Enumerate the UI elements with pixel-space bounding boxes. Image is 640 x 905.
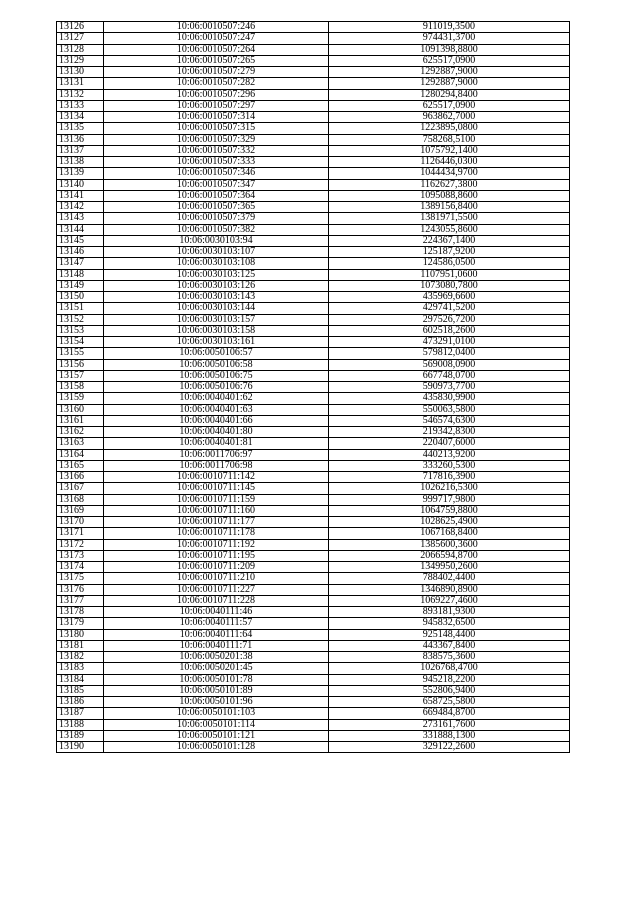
cadastral-value-cell: 590973,7700 <box>329 382 570 393</box>
cadastral-value-cell: 224367,1400 <box>329 235 570 246</box>
row-number-cell: 13165 <box>57 460 104 471</box>
table-row <box>57 247 570 258</box>
cadastral-value-cell: 1069227,4600 <box>329 595 570 606</box>
cadastral-value-cell: 273161,7600 <box>329 719 570 730</box>
row-number-cell: 13173 <box>57 550 104 561</box>
row-number-cell: 13176 <box>57 584 104 595</box>
cadastral-value-cell: 945832,6500 <box>329 618 570 629</box>
table-row <box>57 213 570 224</box>
table-row <box>57 640 570 651</box>
table-row <box>57 55 570 66</box>
table-row <box>57 235 570 246</box>
cadastral-number-cell: 10:06:0030103:125 <box>104 269 329 280</box>
table-row <box>57 168 570 179</box>
row-number-cell: 13148 <box>57 269 104 280</box>
row-number-cell: 13159 <box>57 393 104 404</box>
cadastral-number-cell: 10:06:0030103:161 <box>104 337 329 348</box>
table-row <box>57 674 570 685</box>
row-number-cell: 13151 <box>57 303 104 314</box>
cadastral-value-cell: 579812,0400 <box>329 348 570 359</box>
cadastral-value-cell: 1044434,9700 <box>329 168 570 179</box>
cadastral-number-cell: 10:06:0050106:76 <box>104 382 329 393</box>
cadastral-value-cell: 2066594,8700 <box>329 550 570 561</box>
cadastral-number-cell: 10:06:0010711:177 <box>104 517 329 528</box>
cadastral-value-cell: 1075792,1400 <box>329 145 570 156</box>
cadastral-value-cell: 443367,8400 <box>329 640 570 651</box>
table-row <box>57 179 570 190</box>
row-number-cell: 13149 <box>57 280 104 291</box>
cadastral-value-cell: 331888,1300 <box>329 730 570 741</box>
cadastral-value-cell: 1095088,8600 <box>329 190 570 201</box>
row-number-cell: 13186 <box>57 697 104 708</box>
cadastral-number-cell: 10:06:0010507:346 <box>104 168 329 179</box>
row-number-cell: 13166 <box>57 472 104 483</box>
cadastral-number-cell: 10:06:0010507:382 <box>104 224 329 235</box>
cadastral-number-cell: 10:06:0010507:365 <box>104 202 329 213</box>
cadastral-number-cell: 10:06:0050101:103 <box>104 708 329 719</box>
cadastral-value-cell: 1026768,4700 <box>329 663 570 674</box>
cadastral-value-cell: 925148,4400 <box>329 629 570 640</box>
row-number-cell: 13169 <box>57 505 104 516</box>
cadastral-number-cell: 10:06:0050101:114 <box>104 719 329 730</box>
cadastral-value-cell: 1349950,2600 <box>329 562 570 573</box>
row-number-cell: 13161 <box>57 415 104 426</box>
cadastral-value-cell: 717816,3900 <box>329 472 570 483</box>
row-number-cell: 13153 <box>57 325 104 336</box>
cadastral-number-cell: 10:06:0030103:157 <box>104 314 329 325</box>
table-row <box>57 618 570 629</box>
row-number-cell: 13134 <box>57 112 104 123</box>
row-number-cell: 13140 <box>57 179 104 190</box>
table-row <box>57 719 570 730</box>
row-number-cell: 13183 <box>57 663 104 674</box>
cadastral-value-cell: 1126446,0300 <box>329 157 570 168</box>
cadastral-value-cell: 124586,0500 <box>329 258 570 269</box>
cadastral-value-cell: 1107951,0600 <box>329 269 570 280</box>
table-row <box>57 314 570 325</box>
cadastral-value-cell: 945218,2200 <box>329 674 570 685</box>
table-row <box>57 190 570 201</box>
row-number-cell: 13170 <box>57 517 104 528</box>
row-number-cell: 13132 <box>57 89 104 100</box>
cadastral-value-cell: 911019,3500 <box>329 22 570 33</box>
table-row <box>57 382 570 393</box>
row-number-cell: 13133 <box>57 100 104 111</box>
cadastral-number-cell: 10:06:0010507:332 <box>104 145 329 156</box>
table-row <box>57 393 570 404</box>
row-number-cell: 13164 <box>57 449 104 460</box>
row-number-cell: 13144 <box>57 224 104 235</box>
table-row <box>57 44 570 55</box>
table-row <box>57 528 570 539</box>
cadastral-number-cell: 10:06:0050201:38 <box>104 652 329 663</box>
row-number-cell: 13167 <box>57 483 104 494</box>
cadastral-number-cell: 10:06:0010507:364 <box>104 190 329 201</box>
cadastral-number-cell: 10:06:0010711:142 <box>104 472 329 483</box>
cadastral-number-cell: 10:06:0010711:210 <box>104 573 329 584</box>
row-number-cell: 13146 <box>57 247 104 258</box>
cadastral-value-cell: 220407,6000 <box>329 438 570 449</box>
table-row <box>57 607 570 618</box>
table-row <box>57 550 570 561</box>
cadastral-value-cell: 658725,5800 <box>329 697 570 708</box>
cadastral-number-cell: 10:06:0010711:192 <box>104 539 329 550</box>
row-number-cell: 13137 <box>57 145 104 156</box>
cadastral-number-cell: 10:06:0050106:75 <box>104 370 329 381</box>
row-number-cell: 13163 <box>57 438 104 449</box>
row-number-cell: 13143 <box>57 213 104 224</box>
table-row <box>57 427 570 438</box>
table-row <box>57 100 570 111</box>
row-number-cell: 13190 <box>57 742 104 753</box>
cadastral-number-cell: 10:06:0040401:63 <box>104 404 329 415</box>
cadastral-number-cell: 10:06:0030103:94 <box>104 235 329 246</box>
table-row <box>57 337 570 348</box>
cadastral-number-cell: 10:06:0040111:46 <box>104 607 329 618</box>
cadastral-number-cell: 10:06:0040401:62 <box>104 393 329 404</box>
cadastral-value-cell: 1162627,3800 <box>329 179 570 190</box>
cadastral-number-cell: 10:06:0010507:379 <box>104 213 329 224</box>
cadastral-value-cell: 1073080,7800 <box>329 280 570 291</box>
cadastral-value-cell: 569008,0900 <box>329 359 570 370</box>
row-number-cell: 13172 <box>57 539 104 550</box>
cadastral-value-cell: 963862,7000 <box>329 112 570 123</box>
cadastral-number-cell: 10:06:0010507:329 <box>104 134 329 145</box>
table-row <box>57 584 570 595</box>
table-row <box>57 483 570 494</box>
row-number-cell: 13131 <box>57 78 104 89</box>
cadastral-value-cell: 974431,3700 <box>329 33 570 44</box>
cadastral-number-cell: 10:06:0010507:279 <box>104 67 329 78</box>
table-row <box>57 145 570 156</box>
cadastral-value-cell: 329122,2600 <box>329 742 570 753</box>
cadastral-number-cell: 10:06:0010507:333 <box>104 157 329 168</box>
row-number-cell: 13139 <box>57 168 104 179</box>
row-number-cell: 13155 <box>57 348 104 359</box>
cadastral-number-cell: 10:06:0010711:209 <box>104 562 329 573</box>
row-number-cell: 13162 <box>57 427 104 438</box>
row-number-cell: 13180 <box>57 629 104 640</box>
row-number-cell: 13156 <box>57 359 104 370</box>
cadastral-number-cell: 10:06:0030103:107 <box>104 247 329 258</box>
cadastral-number-cell: 10:06:0010711:178 <box>104 528 329 539</box>
table-row <box>57 112 570 123</box>
table-row <box>57 67 570 78</box>
table-row <box>57 505 570 516</box>
cadastral-value-cell: 473291,0100 <box>329 337 570 348</box>
table-row <box>57 742 570 753</box>
row-number-cell: 13147 <box>57 258 104 269</box>
row-number-cell: 13152 <box>57 314 104 325</box>
cadastral-number-cell: 10:06:0010711:159 <box>104 494 329 505</box>
cadastral-number-cell: 10:06:0050101:96 <box>104 697 329 708</box>
cadastral-value-cell: 333260,5300 <box>329 460 570 471</box>
cadastral-value-cell: 1067168,8400 <box>329 528 570 539</box>
cadastral-number-cell: 10:06:0030103:158 <box>104 325 329 336</box>
cadastral-value-cell: 1028625,4900 <box>329 517 570 528</box>
table-row <box>57 33 570 44</box>
row-number-cell: 13154 <box>57 337 104 348</box>
cadastral-number-cell: 10:06:0050101:128 <box>104 742 329 753</box>
cadastral-number-cell: 10:06:0030103:108 <box>104 258 329 269</box>
table-row <box>57 652 570 663</box>
cadastral-number-cell: 10:06:0040401:81 <box>104 438 329 449</box>
table-row <box>57 370 570 381</box>
table-row <box>57 472 570 483</box>
cadastral-number-cell: 10:06:0010507:347 <box>104 179 329 190</box>
cadastral-number-cell: 10:06:0011706:98 <box>104 460 329 471</box>
cadastral-value-cell: 1243055,8600 <box>329 224 570 235</box>
table-row <box>57 708 570 719</box>
cadastral-value-cell: 669484,8700 <box>329 708 570 719</box>
row-number-cell: 13188 <box>57 719 104 730</box>
table-row <box>57 460 570 471</box>
cadastral-number-cell: 10:06:0030103:126 <box>104 280 329 291</box>
row-number-cell: 13185 <box>57 685 104 696</box>
table-row <box>57 157 570 168</box>
row-number-cell: 13177 <box>57 595 104 606</box>
row-number-cell: 13130 <box>57 67 104 78</box>
cadastral-value-cell: 1346890,8900 <box>329 584 570 595</box>
cadastral-number-cell: 10:06:0050201:45 <box>104 663 329 674</box>
cadastral-number-cell: 10:06:0010711:227 <box>104 584 329 595</box>
table-row <box>57 415 570 426</box>
cadastral-value-cell: 435830,9900 <box>329 393 570 404</box>
table-row <box>57 359 570 370</box>
table-row <box>57 730 570 741</box>
row-number-cell: 13182 <box>57 652 104 663</box>
cadastral-number-cell: 10:06:0010711:145 <box>104 483 329 494</box>
cadastral-value-cell: 838575,3600 <box>329 652 570 663</box>
cadastral-number-cell: 10:06:0010507:315 <box>104 123 329 134</box>
cadastral-number-cell: 10:06:0010507:296 <box>104 89 329 100</box>
cadastral-value-cell: 1091398,8800 <box>329 44 570 55</box>
cadastral-value-cell: 1280294,8400 <box>329 89 570 100</box>
row-number-cell: 13135 <box>57 123 104 134</box>
table-row <box>57 348 570 359</box>
cadastral-number-cell: 10:06:0040111:57 <box>104 618 329 629</box>
cadastral-value-cell: 999717,9800 <box>329 494 570 505</box>
cadastral-value-cell: 1064759,8800 <box>329 505 570 516</box>
table-row <box>57 258 570 269</box>
cadastral-number-cell: 10:06:0050106:57 <box>104 348 329 359</box>
row-number-cell: 13160 <box>57 404 104 415</box>
table-row <box>57 438 570 449</box>
row-number-cell: 13126 <box>57 22 104 33</box>
table-row <box>57 517 570 528</box>
cadastral-value-cell: 429741,5200 <box>329 303 570 314</box>
table-row <box>57 697 570 708</box>
cadastral-number-cell: 10:06:0010507:265 <box>104 55 329 66</box>
table-row <box>57 292 570 303</box>
row-number-cell: 13184 <box>57 674 104 685</box>
table-row <box>57 325 570 336</box>
cadastral-value-cell: 625517,0900 <box>329 100 570 111</box>
cadastral-value-cell: 758268,5100 <box>329 134 570 145</box>
cadastral-value-cell: 625517,0900 <box>329 55 570 66</box>
cadastral-number-cell: 10:06:0010711:228 <box>104 595 329 606</box>
row-number-cell: 13127 <box>57 33 104 44</box>
table-row <box>57 573 570 584</box>
row-number-cell: 13178 <box>57 607 104 618</box>
table-row <box>57 280 570 291</box>
cadastral-value-cell: 1389156,8400 <box>329 202 570 213</box>
cadastral-number-cell: 10:06:0050101:78 <box>104 674 329 685</box>
table-row <box>57 123 570 134</box>
cadastral-value-cell: 125187,9200 <box>329 247 570 258</box>
cadastral-number-cell: 10:06:0011706:97 <box>104 449 329 460</box>
cadastral-value-cell: 1385600,3600 <box>329 539 570 550</box>
row-number-cell: 13150 <box>57 292 104 303</box>
cadastral-value-cell: 219342,8300 <box>329 427 570 438</box>
row-number-cell: 13168 <box>57 494 104 505</box>
cadastral-number-cell: 10:06:0010507:264 <box>104 44 329 55</box>
table-row <box>57 539 570 550</box>
cadastral-value-cell: 1223895,0800 <box>329 123 570 134</box>
cadastral-number-cell: 10:06:0050101:89 <box>104 685 329 696</box>
row-number-cell: 13157 <box>57 370 104 381</box>
row-number-cell: 13174 <box>57 562 104 573</box>
cadastral-value-cell: 552806,9400 <box>329 685 570 696</box>
table-row <box>57 224 570 235</box>
cadastral-value-cell: 1026216,5300 <box>329 483 570 494</box>
table-row <box>57 629 570 640</box>
row-number-cell: 13142 <box>57 202 104 213</box>
table-row <box>57 202 570 213</box>
cadastral-value-cell: 297526,7200 <box>329 314 570 325</box>
cadastral-value-cell: 1381971,5500 <box>329 213 570 224</box>
table-row <box>57 89 570 100</box>
cadastral-value-cell: 440213,9200 <box>329 449 570 460</box>
row-number-cell: 13179 <box>57 618 104 629</box>
cadastral-value-cell: 546574,6300 <box>329 415 570 426</box>
row-number-cell: 13141 <box>57 190 104 201</box>
cadastral-number-cell: 10:06:0040111:71 <box>104 640 329 651</box>
table-row <box>57 663 570 674</box>
cadastral-number-cell: 10:06:0030103:143 <box>104 292 329 303</box>
row-number-cell: 13128 <box>57 44 104 55</box>
table-row <box>57 449 570 460</box>
table-row <box>57 562 570 573</box>
cadastral-number-cell: 10:06:0010507:314 <box>104 112 329 123</box>
cadastral-number-cell: 10:06:0040401:66 <box>104 415 329 426</box>
cadastral-number-cell: 10:06:0010507:297 <box>104 100 329 111</box>
table-row <box>57 22 570 33</box>
cadastral-number-cell: 10:06:0040111:64 <box>104 629 329 640</box>
table-row <box>57 494 570 505</box>
table-row <box>57 595 570 606</box>
table-row <box>57 78 570 89</box>
row-number-cell: 13158 <box>57 382 104 393</box>
cadastral-number-cell: 10:06:0010507:246 <box>104 22 329 33</box>
row-number-cell: 13175 <box>57 573 104 584</box>
cadastral-value-cell: 893181,9300 <box>329 607 570 618</box>
cadastral-value-cell: 667748,0700 <box>329 370 570 381</box>
row-number-cell: 13189 <box>57 730 104 741</box>
table-row <box>57 269 570 280</box>
cadastral-value-table <box>56 21 570 753</box>
table-body <box>57 22 570 753</box>
row-number-cell: 13145 <box>57 235 104 246</box>
cadastral-value-cell: 435969,6600 <box>329 292 570 303</box>
cadastral-value-cell: 550063,5800 <box>329 404 570 415</box>
cadastral-number-cell: 10:06:0030103:144 <box>104 303 329 314</box>
row-number-cell: 13138 <box>57 157 104 168</box>
cadastral-number-cell: 10:06:0010711:195 <box>104 550 329 561</box>
cadastral-value-cell: 602518,2600 <box>329 325 570 336</box>
cadastral-number-cell: 10:06:0040401:80 <box>104 427 329 438</box>
row-number-cell: 13187 <box>57 708 104 719</box>
row-number-cell: 13171 <box>57 528 104 539</box>
cadastral-value-cell: 1292887,9000 <box>329 78 570 89</box>
row-number-cell: 13129 <box>57 55 104 66</box>
row-number-cell: 13181 <box>57 640 104 651</box>
cadastral-number-cell: 10:06:0010507:247 <box>104 33 329 44</box>
table-row <box>57 685 570 696</box>
cadastral-number-cell: 10:06:0050106:58 <box>104 359 329 370</box>
table-row <box>57 134 570 145</box>
cadastral-number-cell: 10:06:0010507:282 <box>104 78 329 89</box>
cadastral-number-cell: 10:06:0010711:160 <box>104 505 329 516</box>
row-number-cell: 13136 <box>57 134 104 145</box>
cadastral-number-cell: 10:06:0050101:121 <box>104 730 329 741</box>
table-row <box>57 303 570 314</box>
table-row <box>57 404 570 415</box>
cadastral-value-cell: 788402,4400 <box>329 573 570 584</box>
cadastral-value-cell: 1292887,9000 <box>329 67 570 78</box>
